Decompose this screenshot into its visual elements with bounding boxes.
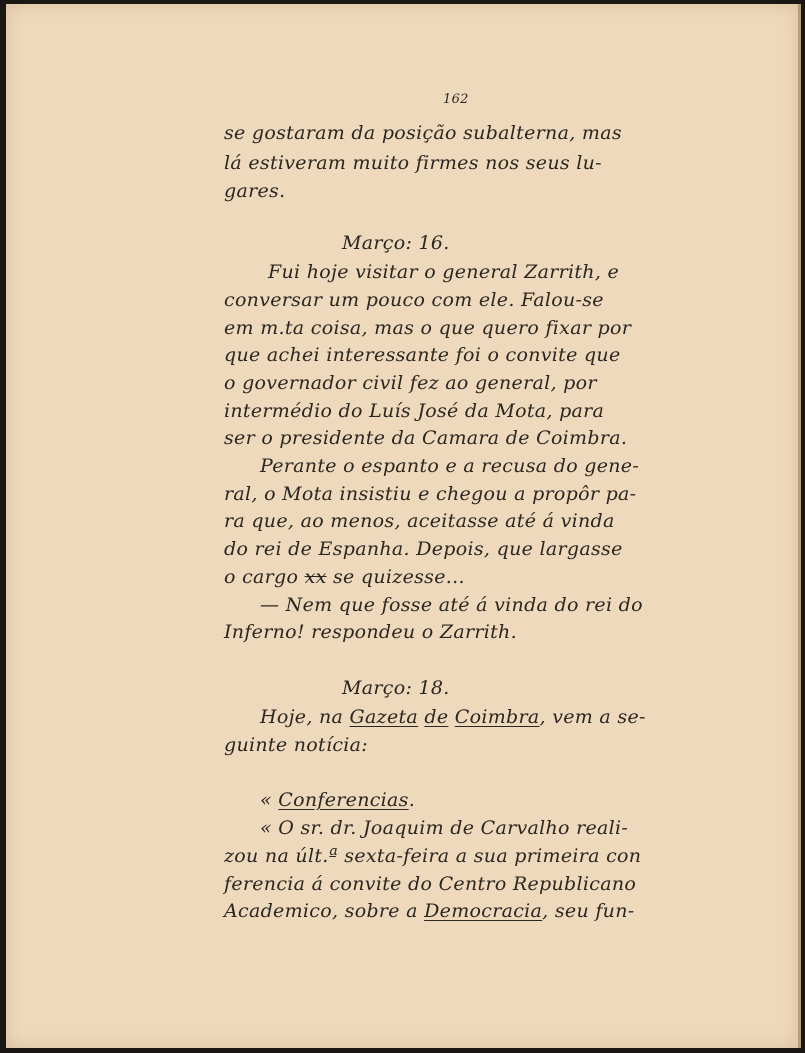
text-line: zou na últ.ª sexta-feira a sua primeira con: [224, 845, 642, 867]
date-heading: Março: 16.: [342, 232, 450, 254]
newspaper-title-word: Gazeta: [349, 706, 419, 728]
text-line: ferencia á convite do Centro Republicano: [224, 873, 637, 895]
text-line: — Nem que fosse até á vinda do rei do: [260, 594, 643, 616]
date-heading: Março: 18.: [342, 677, 450, 699]
text-fragment: se quizesse...: [332, 566, 465, 588]
text-line: [224, 900, 634, 922]
text-line: « O sr. dr. Joaquim de Carvalho reali-: [260, 817, 629, 839]
page-number: 162: [443, 92, 469, 107]
text-line: [224, 566, 465, 588]
text-line: que achei interessante foi o convite que: [224, 344, 621, 366]
newspaper-title-word: Coimbra: [454, 706, 540, 728]
text-line: conversar um pouco com ele. Falou-se: [224, 289, 604, 311]
text-line: [260, 789, 415, 811]
manuscript-page: [6, 4, 801, 1048]
text-line: o governador civil fez ao general, por: [224, 372, 597, 394]
newspaper-title-word: de: [424, 706, 449, 728]
text-line: Fui hoje visitar o general Zarrith, e: [268, 261, 620, 283]
text-line: intermédio do Luís José da Mota, para: [224, 400, 605, 422]
underlined-heading: Conferencias: [278, 789, 409, 811]
text-fragment: .: [408, 789, 416, 811]
quote-mark: «: [260, 789, 272, 811]
text-line: do rei de Espanha. Depois, que largasse: [224, 538, 623, 560]
text-line: [260, 706, 646, 728]
text-fragment: o cargo: [224, 566, 299, 588]
text-line: ra que, ao menos, aceitasse até á vinda: [224, 510, 615, 532]
struck-out-word: xx: [304, 566, 327, 588]
text-line: Inferno! respondeu o Zarrith.: [224, 621, 517, 643]
text-fragment: , vem a se-: [539, 706, 646, 728]
text-line: guinte notícia:: [224, 734, 368, 756]
text-line: gares.: [224, 180, 286, 202]
text-fragment: Hoje, na: [260, 706, 344, 728]
text-line: ral, o Mota insistiu e chegou a propôr pa-: [224, 483, 637, 505]
text-line: se gostaram da posição subalterna, mas: [224, 122, 622, 144]
text-line: em m.ta coisa, mas o que quero fixar por: [224, 317, 632, 339]
text-fragment: , seu fun-: [542, 900, 635, 922]
text-line: lá estiveram muito firmes nos seus lu-: [224, 152, 602, 174]
text-line: ser o presidente da Camara de Coimbra.: [224, 427, 628, 449]
text-line: Perante o espanto e a recusa do gene-: [260, 455, 640, 477]
underlined-word: Democracia: [424, 900, 543, 922]
text-fragment: Academico, sobre a: [224, 900, 418, 922]
